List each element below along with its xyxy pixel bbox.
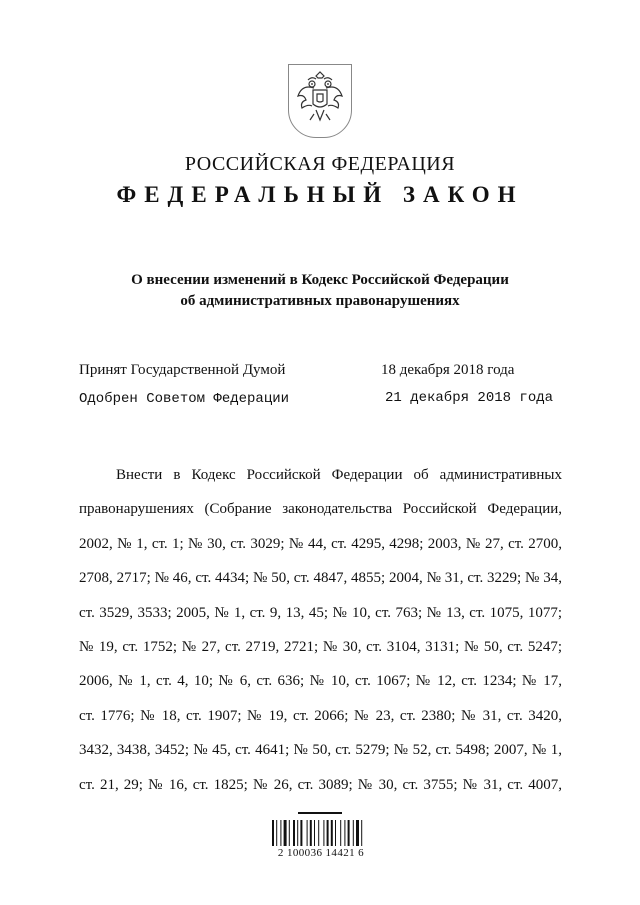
- body-line: № 19, ст. 1752; № 27, ст. 2719, 2721; № 30, ст. 3104, 3131; № 50, ст. 5247;: [79, 638, 562, 655]
- barcode-number: 2 100036 14421 6: [277, 847, 365, 859]
- document-type: ФЕДЕРАЛЬНЫЙ ЗАКОН: [116, 182, 524, 207]
- body-line: Внести в Кодекс Российской Федерации об административных: [116, 467, 562, 483]
- law-title-line-2: об административных правонарушениях: [180, 293, 460, 309]
- duma-adoption-label: Принят Государственной Думой: [79, 362, 286, 378]
- body-line: ст. 1776; № 18, ст. 1907; № 19, ст. 2066; № 23, ст. 2380; № 31, ст. 3420,: [79, 707, 562, 724]
- council-approval-label: Одобрен Советом Федерации: [79, 391, 290, 407]
- body-line: 2006, № 1, ст. 4, 10; № 6, ст. 636; № 10, ст. 1067; № 12, ст. 1234; № 17,: [79, 673, 562, 690]
- country-name: РОССИЙСКАЯ ФЕДЕРАЦИЯ: [184, 153, 456, 175]
- law-body: [79, 458, 562, 802]
- body-line: правонарушениях (Собрание законодательства Российской Федерации,: [79, 501, 562, 518]
- council-approval-date: 21 декабря 2018 года: [385, 390, 554, 406]
- duma-adoption-date: 18 декабря 2018 года: [381, 362, 515, 378]
- body-line: 3432, 3438, 3452; № 45, ст. 4641; № 50, ст. 5279; № 52, ст. 5498; 2007, № 1,: [79, 742, 562, 759]
- body-line: ст. 3529, 3533; 2005, № 1, ст. 9, 13, 45; № 10, ст. 763; № 13, ст. 1075, 1077;: [79, 604, 562, 621]
- body-line: 2002, № 1, ст. 1; № 30, ст. 3029; № 44, ст. 4295, 4298; 2003, № 27, ст. 2700,: [79, 535, 562, 552]
- body-line: 2708, 2717; № 46, ст. 4434; № 50, ст. 4847, 4855; 2004, № 31, ст. 3229; № 34,: [79, 570, 562, 587]
- law-title-line-1: О внесении изменений в Кодекс Российской Федерации: [131, 272, 509, 288]
- coat-of-arms-icon: [288, 64, 352, 138]
- body-line: ст. 21, 29; № 16, ст. 1825; № 26, ст. 3089; № 30, ст. 3755; № 31, ст. 4007,: [79, 776, 562, 793]
- law-title: [0, 270, 640, 312]
